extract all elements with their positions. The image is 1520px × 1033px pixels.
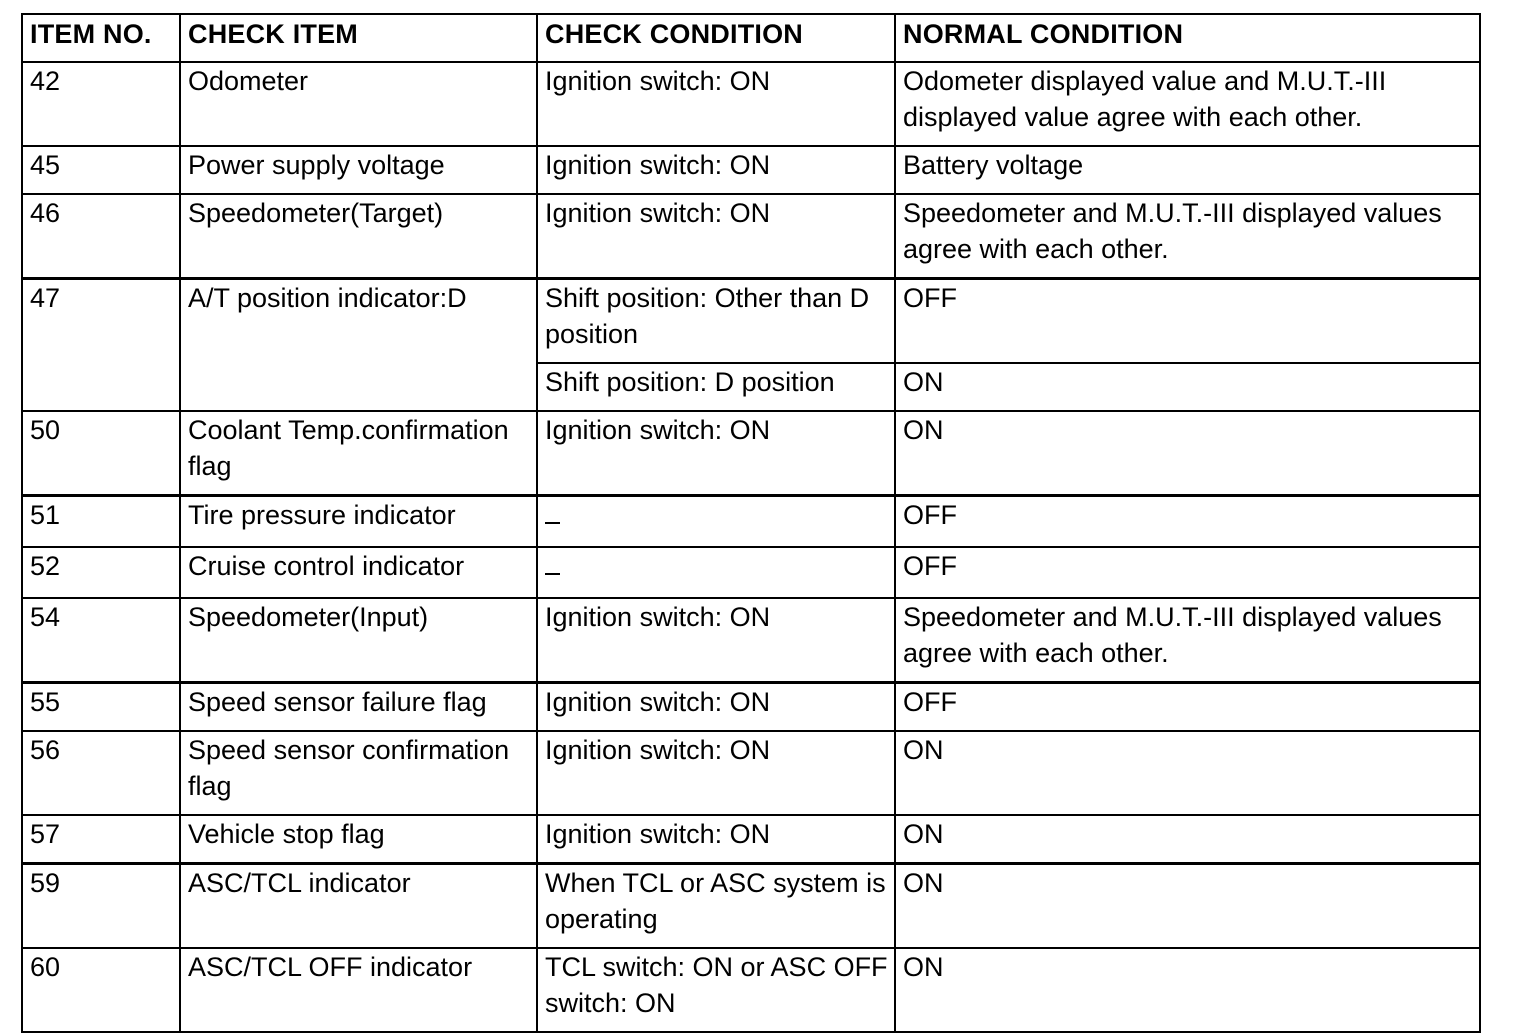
item-no-cell: 54 (22, 598, 180, 683)
check-item-cell: Vehicle stop flag (180, 815, 537, 864)
table-row (22, 279, 1480, 364)
item-no-cell: 60 (22, 948, 180, 1032)
item-no-cell: 45 (22, 146, 180, 194)
normal-condition-cell: Speedometer and M.U.T.-III displayed values agree with each other. (895, 598, 1480, 683)
item-no-cell: 55 (22, 683, 180, 732)
item-no-cell: 51 (22, 496, 180, 548)
normal-condition-cell: ON (895, 815, 1480, 864)
table-row (22, 194, 1480, 279)
normal-condition-cell: Speedometer and M.U.T.-III displayed values agree with each other. (895, 194, 1480, 279)
check-item-cell: Coolant Temp.confirmation flag (180, 411, 537, 496)
item-no-cell: 42 (22, 62, 180, 146)
dash-mark (545, 522, 560, 524)
check-item-cell: Cruise control indicator (180, 547, 537, 598)
table-row (22, 948, 1480, 1032)
normal-condition-cell: ON (895, 731, 1480, 815)
dash-mark (545, 573, 560, 575)
table-row (22, 683, 1480, 732)
table-row (22, 547, 1480, 598)
check-condition-cell: Ignition switch: ON (537, 62, 895, 146)
check-condition-cell: Ignition switch: ON (537, 815, 895, 864)
normal-condition-cell: Odometer displayed value and M.U.T.-III displayed value agree with each other. (895, 62, 1480, 146)
check-condition-cell: TCL switch: ON or ASC OFF switch: ON (537, 948, 895, 1032)
check-item-cell: Speed sensor confirmation flag (180, 731, 537, 815)
check-condition-cell: Ignition switch: ON (537, 598, 895, 683)
check-item-cell: Speedometer(Target) (180, 194, 537, 279)
check-item-cell: Tire pressure indicator (180, 496, 537, 548)
check-condition-cell (537, 496, 895, 548)
table-row (22, 815, 1480, 864)
check-condition-cell: Shift position: Other than D position (537, 279, 895, 364)
header-check-item: CHECK ITEM (180, 14, 537, 62)
item-no-cell: 52 (22, 547, 180, 598)
check-item-cell: Odometer (180, 62, 537, 146)
check-item-cell: Speed sensor failure flag (180, 683, 537, 732)
check-condition-cell: When TCL or ASC system is operating (537, 864, 895, 949)
normal-condition-cell: ON (895, 948, 1480, 1032)
check-condition-cell (537, 547, 895, 598)
item-no-cell: 57 (22, 815, 180, 864)
normal-condition-cell: ON (895, 363, 1480, 411)
check-item-cell: ASC/TCL OFF indicator (180, 948, 537, 1032)
check-condition-cell: Shift position: D position (537, 363, 895, 411)
normal-condition-cell: OFF (895, 279, 1480, 364)
table-row (22, 62, 1480, 146)
check-table (21, 13, 1481, 1033)
check-condition-cell: Ignition switch: ON (537, 411, 895, 496)
header-item-no: ITEM NO. (22, 14, 180, 62)
normal-condition-cell: OFF (895, 547, 1480, 598)
check-item-cell: Power supply voltage (180, 146, 537, 194)
table-row (22, 146, 1480, 194)
normal-condition-cell: ON (895, 864, 1480, 949)
normal-condition-cell: ON (895, 411, 1480, 496)
table-row (22, 731, 1480, 815)
item-no-cell: 46 (22, 194, 180, 279)
check-condition-cell: Ignition switch: ON (537, 146, 895, 194)
normal-condition-cell: OFF (895, 496, 1480, 548)
check-condition-cell: Ignition switch: ON (537, 731, 895, 815)
item-no-cell: 47 (22, 279, 180, 412)
header-check-condition: CHECK CONDITION (537, 14, 895, 62)
table-row (22, 496, 1480, 548)
item-no-cell: 59 (22, 864, 180, 949)
item-no-cell: 50 (22, 411, 180, 496)
item-no-cell: 56 (22, 731, 180, 815)
table-row (22, 598, 1480, 683)
header-row (22, 14, 1480, 62)
check-item-cell: Speedometer(Input) (180, 598, 537, 683)
check-item-cell: A/T position indicator:D (180, 279, 537, 412)
table-row (22, 411, 1480, 496)
check-item-cell: ASC/TCL indicator (180, 864, 537, 949)
normal-condition-cell: OFF (895, 683, 1480, 732)
header-normal-condition: NORMAL CONDITION (895, 14, 1480, 62)
check-condition-cell: Ignition switch: ON (537, 194, 895, 279)
table-row (22, 864, 1480, 949)
check-condition-cell: Ignition switch: ON (537, 683, 895, 732)
normal-condition-cell: Battery voltage (895, 146, 1480, 194)
